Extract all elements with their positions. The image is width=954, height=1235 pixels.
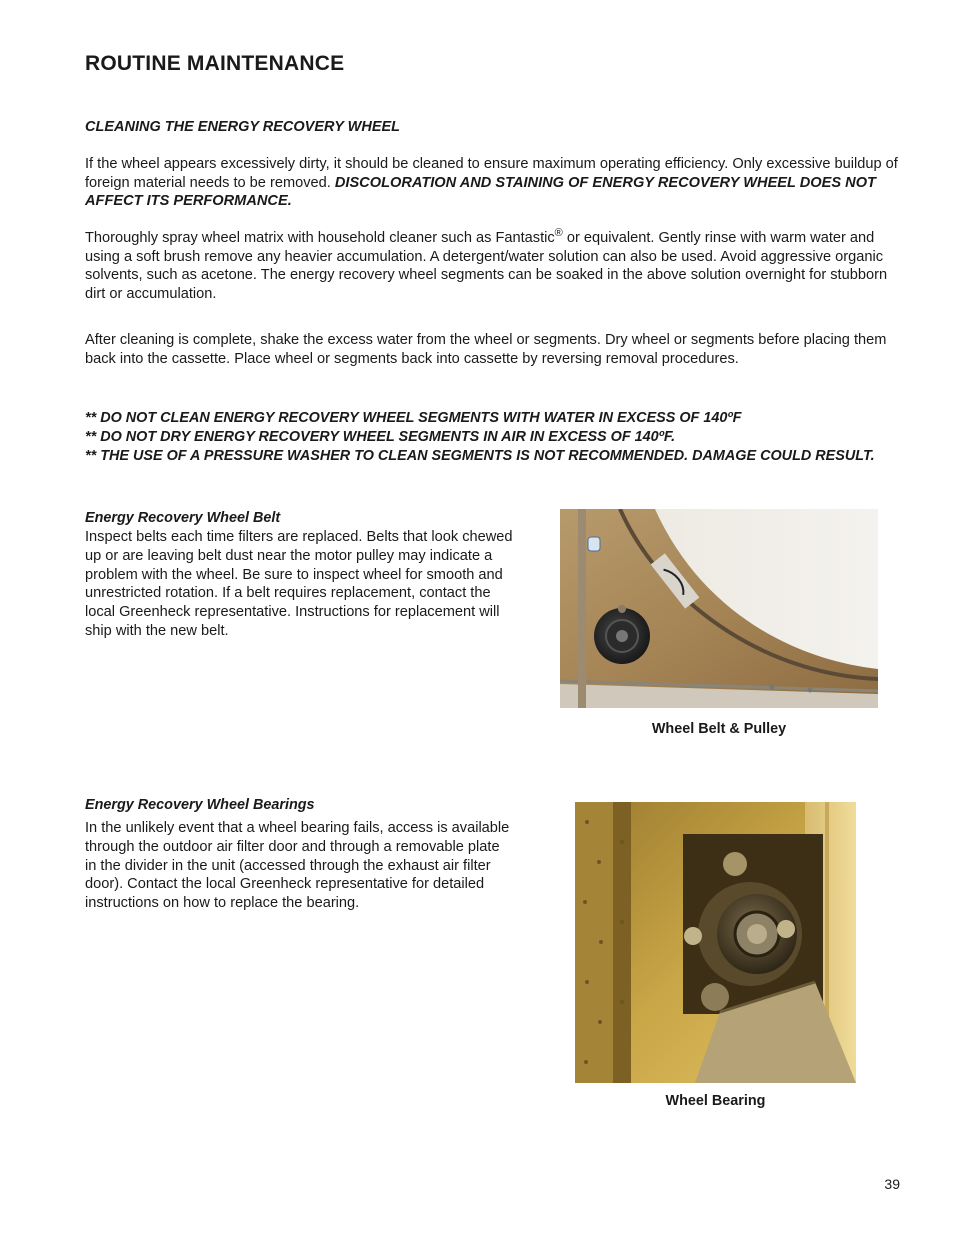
wheel-belt-pulley-photo	[560, 509, 878, 708]
page-number: 39	[884, 1176, 900, 1192]
warning-line: ** DO NOT CLEAN ENERGY RECOVERY WHEEL SEGMENTS WITH WATER IN EXCESS OF 140ºF	[85, 410, 742, 426]
emphasis-text: DISCOLORATION AND STAINING OF ENERGY RECOVERY WHEEL DOES NOT AFFECT ITS PERFORMANCE.	[85, 174, 876, 210]
bearing-body-text: In the unlikely event that a wheel bearing fails, access is available through the outdoor air filter door and through a removable plate in the divider in the unit (accessed through the exhaust air filter door). Contact the local Greenheck representative for detailed instructions on how to replace the bearing.	[85, 820, 510, 912]
registered-mark: ®	[554, 227, 563, 239]
belt-heading: Energy Recovery Wheel Belt	[85, 510, 281, 526]
section-heading: CLEANING THE ENERGY RECOVERY WHEEL	[85, 119, 401, 135]
bearing-photo-caption: Wheel Bearing	[665, 1093, 766, 1109]
page-title: ROUTINE MAINTENANCE	[85, 52, 345, 75]
belt-photo-caption: Wheel Belt & Pulley	[651, 721, 787, 737]
warning-line: ** THE USE OF A PRESSURE WASHER TO CLEAN SEGMENTS IS NOT RECOMMENDED. DAMAGE COULD RESULT.	[85, 448, 875, 464]
paragraph-cleaning-intro	[85, 155, 900, 211]
paragraph-after-cleaning: After cleaning is complete, shake the excess water from the wheel or segments. Dry wheel or segments before placing them back into the cassette. Place wheel or segments back into cassette by reversing removal procedures.	[85, 332, 887, 367]
paragraph-text: Thoroughly spray wheel matrix with household cleaner such as Fantastic	[85, 230, 555, 246]
warning-line: ** DO NOT DRY ENERGY RECOVERY WHEEL SEGMENTS IN AIR IN EXCESS OF 140ºF.	[85, 429, 676, 445]
paragraph-text: or equivalent. Gently rinse with warm water and using a soft brush remove any heavier accumulation. A detergent/water solution can also be used. Avoid aggressive organic solvents, such as acetone. The energy recovery wheel segments can be soaked in the above solution overnight for stubborn dirt or accumulation.	[85, 230, 888, 302]
wheel-bearing-photo	[575, 802, 856, 1083]
belt-body-text: Inspect belts each time filters are replaced. Belts that look chewed up or are leaving belt dust near the motor pulley may indicate a problem with the wheel. Be sure to inspect wheel for smooth and unrestricted rotation. If a belt requires replacement, contact the local Greenheck representative. Instructions for replacement will ship with the new belt.	[85, 529, 513, 639]
paragraph-text: If the wheel appears excessively dirty, it should be cleaned to ensure maximum operating efficiency. Only excessive buildup of foreign material needs to be removed.	[85, 156, 898, 191]
bearing-heading: Energy Recovery Wheel Bearings	[85, 797, 315, 813]
paragraph-spray-instructions	[85, 229, 900, 303]
